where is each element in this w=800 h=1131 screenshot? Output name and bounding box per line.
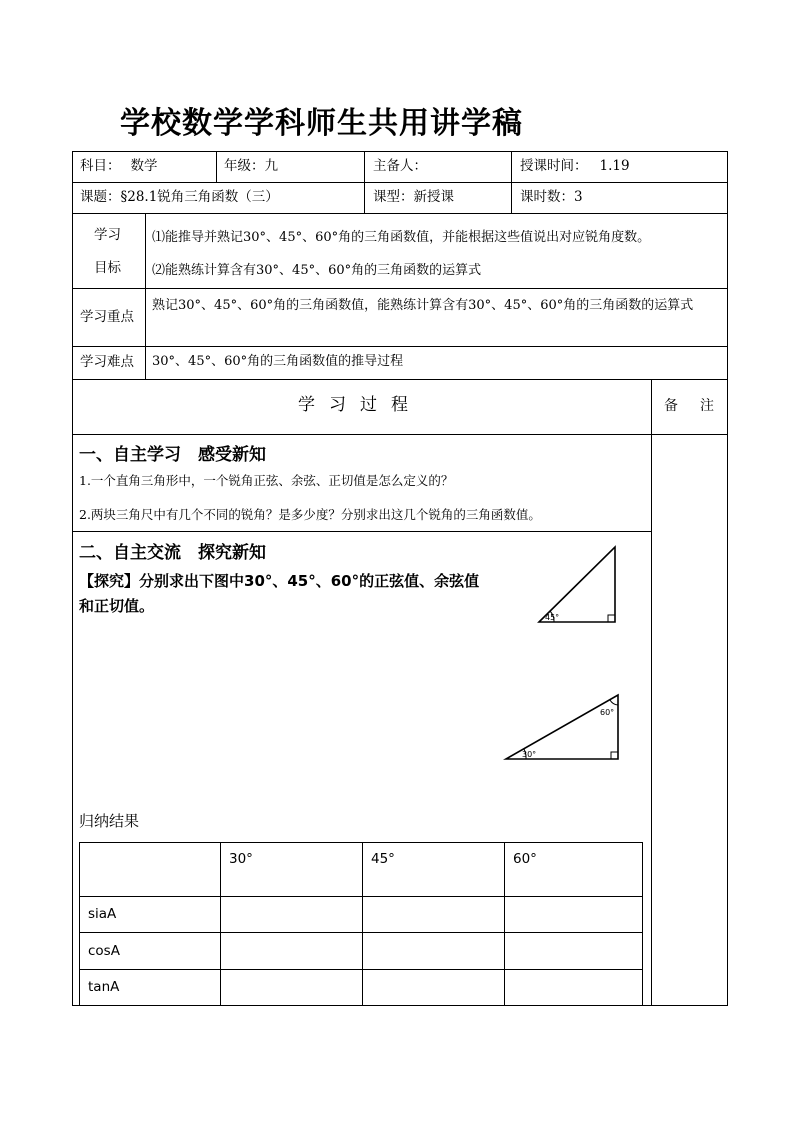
table-cell[interactable]: [221, 896, 363, 932]
difficulties-label: 学习难点: [80, 354, 134, 370]
col-divider: [364, 151, 365, 213]
class-time-value: 1.19: [599, 158, 630, 174]
table-row: [80, 896, 643, 932]
preparer-cell: 主备人：: [373, 158, 427, 174]
row-divider: [72, 288, 728, 289]
table-header-cell: 30°: [221, 843, 363, 897]
notes-heading: 备注: [664, 398, 736, 414]
subject-cell: [80, 157, 158, 175]
col-divider: [651, 379, 652, 1006]
table-cell[interactable]: [505, 896, 643, 932]
table-cell[interactable]: [363, 969, 505, 1005]
table-cell[interactable]: [363, 933, 505, 969]
table-row: [80, 969, 643, 1005]
table-header-cell: [80, 843, 221, 897]
key-points-text: 熟记30°、45°、60°角的三角函数值，能熟练计算含有30°、45°、60°角的三角函数的运算式: [152, 298, 694, 313]
row-divider: [72, 346, 728, 347]
summary-label: 归纳结果: [79, 812, 140, 830]
lesson-type-cell: 课型：新授课: [373, 189, 454, 205]
class-time-label: 授课时间：: [520, 158, 588, 174]
table-cell[interactable]: [505, 933, 643, 969]
col-divider: [216, 151, 217, 182]
triangle-30-60-figure: [500, 690, 624, 764]
section1-title: 一、自主学习 感受新知: [79, 445, 266, 465]
section2-title: 二、自主交流 探究新知: [79, 543, 266, 563]
subject-label: 科目：: [80, 158, 121, 174]
col-divider: [511, 151, 512, 213]
difficulties-text: 30°、45°、60°角的三角函数值的推导过程: [152, 354, 404, 369]
row-divider: [72, 379, 728, 380]
triangle-45-figure: [530, 542, 620, 628]
section1-question-2: 2.两块三角尺中有几个不同的锐角？是多少度？分别求出这几个锐角的三角函数值。: [79, 507, 541, 522]
col-divider: [145, 213, 146, 379]
table-cell[interactable]: [363, 896, 505, 932]
objective-item-1: ⑴能推导并熟记30°、45°、60°角的三角函数值，并能根据这些值说出对应锐角度数。: [152, 230, 651, 245]
summary-table: [79, 842, 643, 1006]
triangle-30-angle-label: 30°: [522, 750, 537, 759]
objectives-label-line2: 目标: [94, 260, 121, 276]
grade-cell: 年级：九: [224, 158, 278, 174]
topic-cell: 课题：§28.1锐角三角函数（三）: [80, 189, 279, 205]
process-heading: 学习过程: [298, 395, 422, 415]
table-header-cell: 60°: [505, 843, 643, 897]
row-divider: [72, 531, 652, 532]
row-divider: [72, 213, 728, 214]
section1-question-1: 1.一个直角三角形中，一个锐角正弦、余弦、正切值是怎么定义的？: [79, 473, 454, 488]
periods-cell: 课时数：3: [520, 189, 583, 205]
table-cell[interactable]: [221, 933, 363, 969]
table-row-label: tanA: [80, 969, 221, 1005]
table-cell[interactable]: [221, 969, 363, 1005]
table-row-label: siaA: [80, 896, 221, 932]
row-divider: [72, 434, 728, 435]
table-header-cell: 45°: [363, 843, 505, 897]
triangle-45-angle-label: 45°: [545, 613, 560, 622]
explore-line-1: 【探究】分别求出下图中30°、45°、60°的正弦值、余弦值: [79, 572, 480, 590]
table-row-label: cosA: [80, 933, 221, 969]
explore-line-2: 和正切值。: [79, 597, 155, 615]
table-row: [80, 933, 643, 969]
class-time-cell: [520, 157, 630, 175]
subject-value: 数学: [130, 158, 158, 174]
page-title: 学校数学学科师生共用讲学稿: [120, 106, 523, 141]
objectives-label-line1: 学习: [94, 227, 121, 243]
row-divider: [72, 182, 728, 183]
key-points-label: 学习重点: [80, 309, 134, 325]
table-cell[interactable]: [505, 969, 643, 1005]
table-row: [80, 843, 643, 897]
objective-item-2: ⑵能熟练计算含有30°、45°、60°角的三角函数的运算式: [152, 263, 482, 278]
triangle-60-angle-label: 60°: [600, 708, 615, 717]
